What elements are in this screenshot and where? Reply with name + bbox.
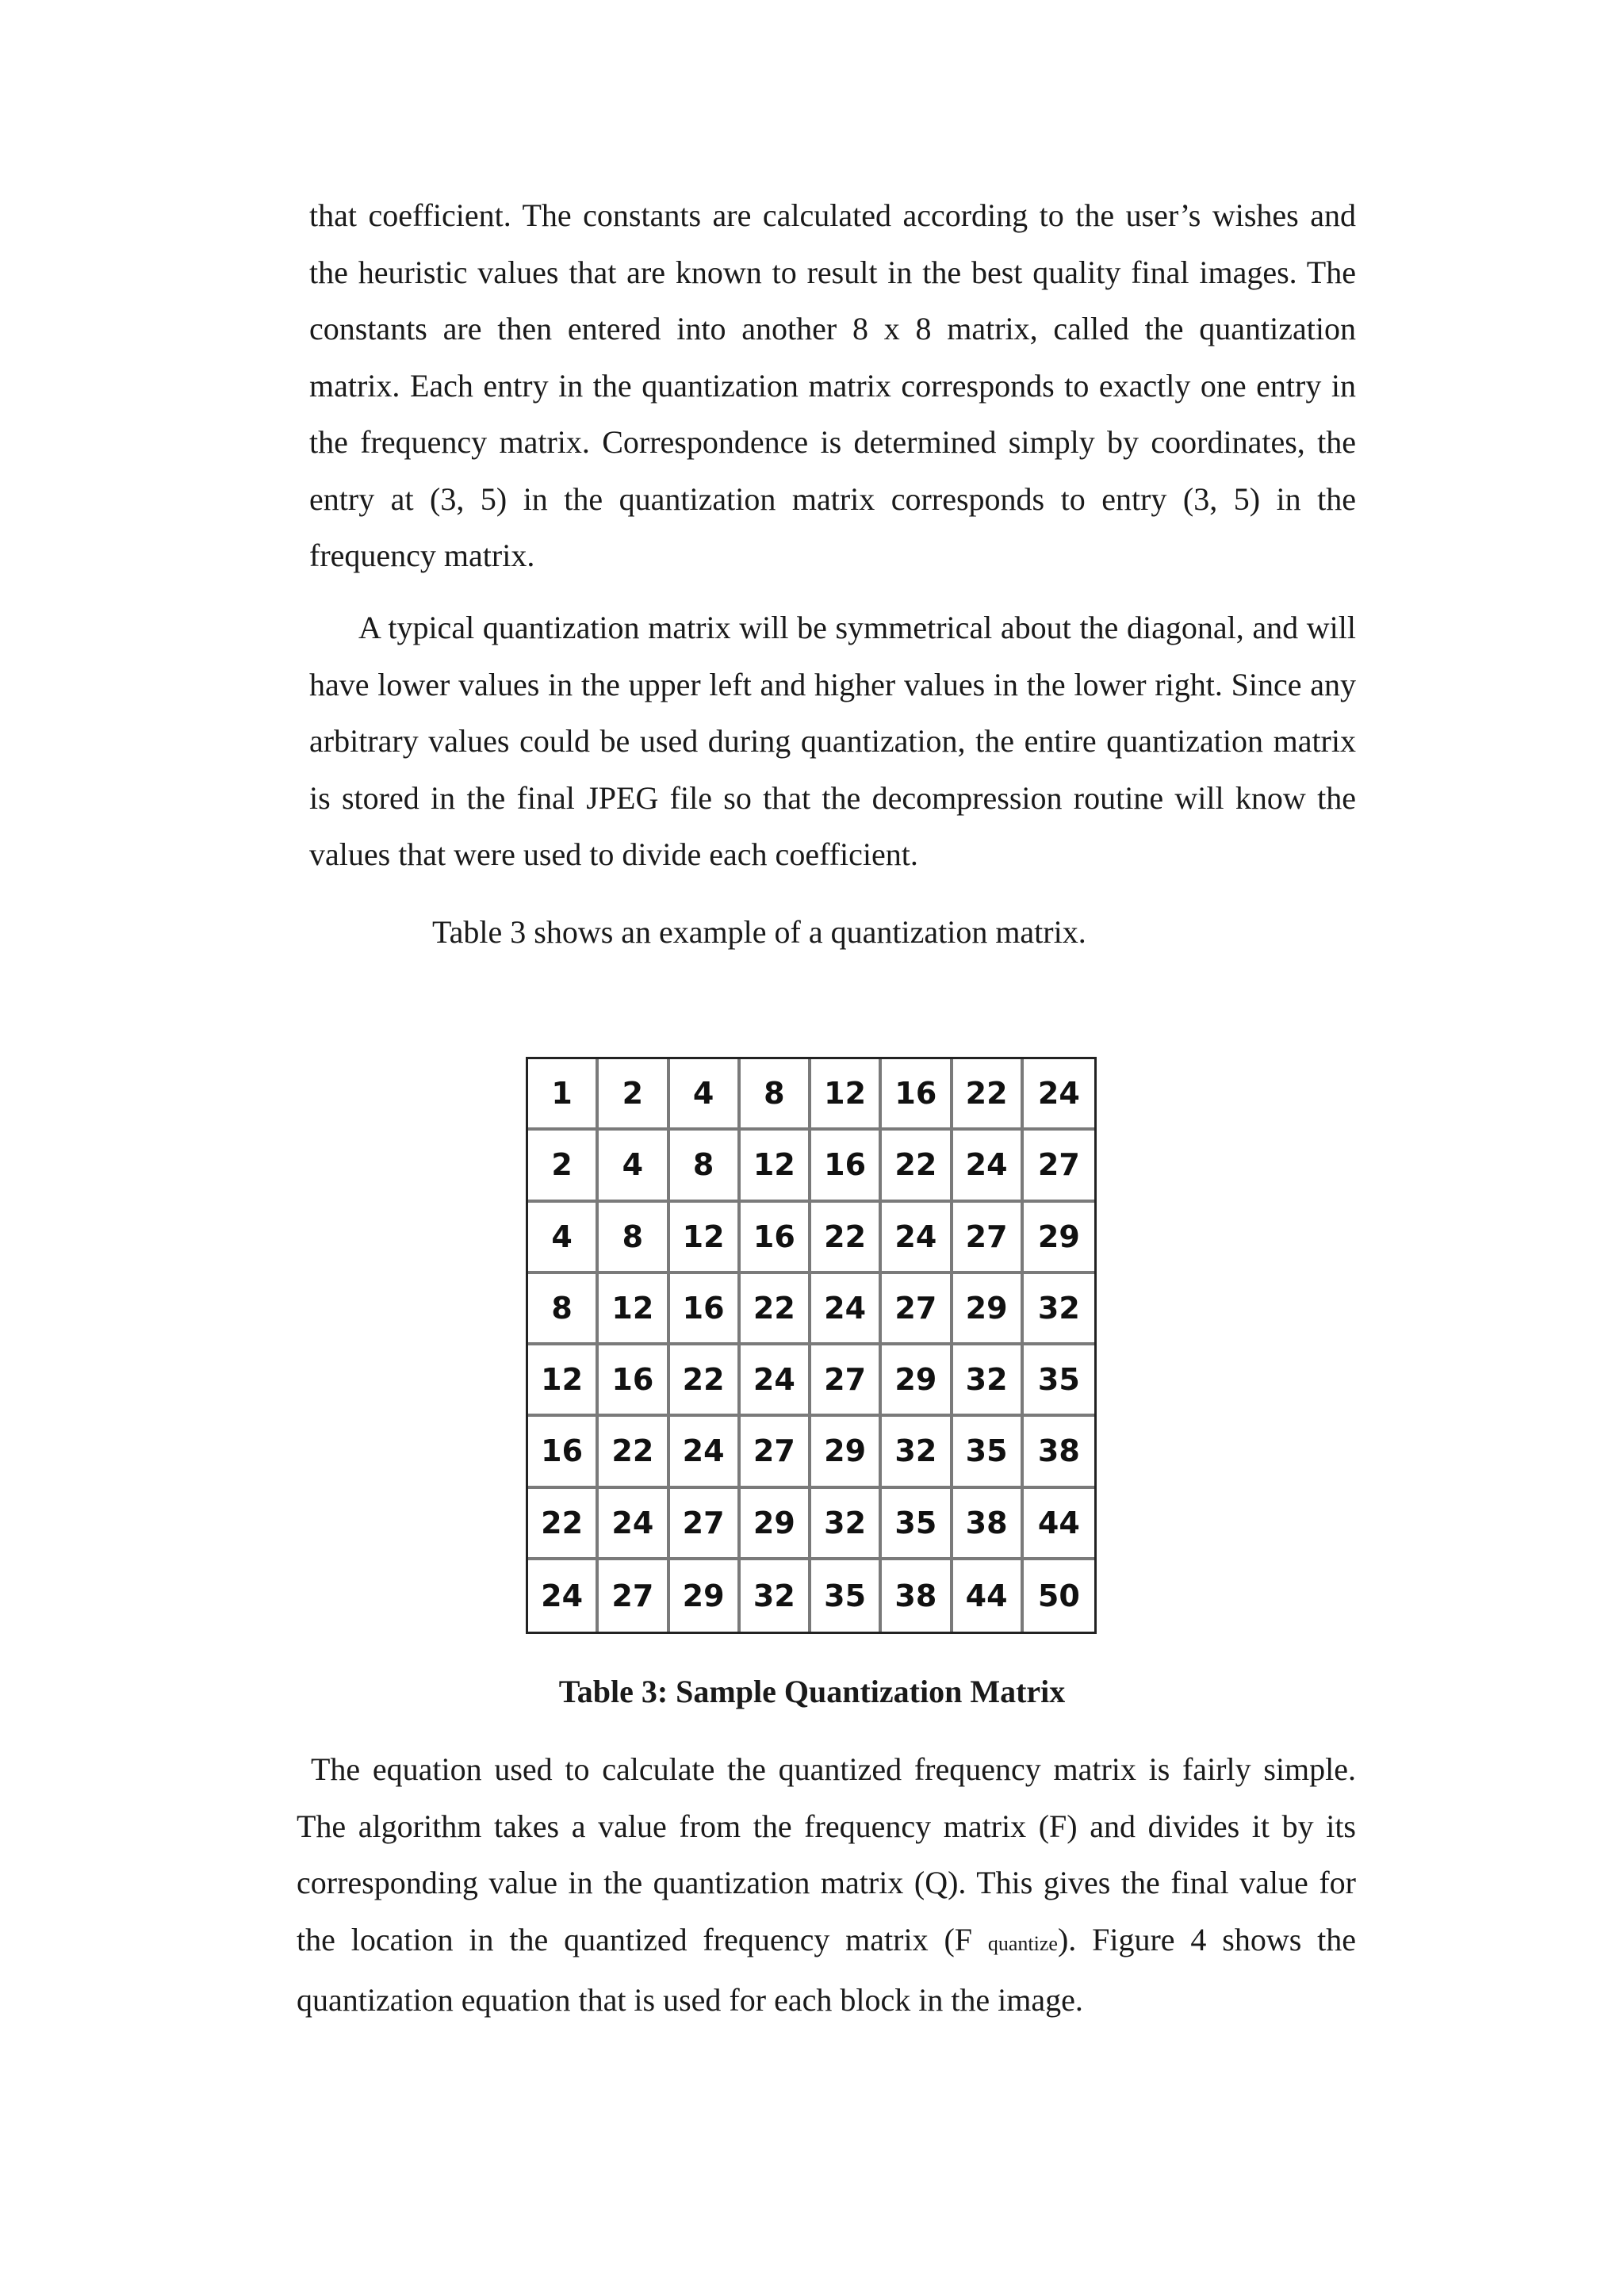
matrix-cell: 16	[882, 1059, 952, 1131]
matrix-cell: 29	[882, 1345, 952, 1417]
matrix-cell: 16	[599, 1345, 669, 1417]
matrix-cell: 27	[599, 1560, 669, 1632]
matrix-cell: 27	[670, 1489, 741, 1560]
matrix-cell: 1	[528, 1059, 599, 1131]
matrix-cell: 8	[599, 1203, 669, 1274]
matrix-cell: 38	[953, 1489, 1024, 1560]
equation-text-part1: The equation used to calculate the quantized frequency matrix is fairly simple. The algorithm takes a value from the frequency matrix (F) and divides it by its corresponding value in the quantization matrix (Q). This gives the final value for the location in the quantized frequency matrix (F	[297, 1751, 1356, 1957]
matrix-cell: 27	[811, 1345, 882, 1417]
paragraph-quantization-equation	[297, 1741, 1356, 2029]
matrix-cell: 35	[882, 1489, 952, 1560]
matrix-cell: 29	[1024, 1203, 1094, 1274]
quantization-matrix-table	[526, 1057, 1097, 1634]
matrix-cell: 29	[811, 1417, 882, 1488]
matrix-cell: 27	[882, 1274, 952, 1345]
matrix-cell: 2	[599, 1059, 669, 1131]
matrix-cell: 44	[1024, 1489, 1094, 1560]
matrix-cell: 38	[882, 1560, 952, 1632]
matrix-cell: 29	[741, 1489, 811, 1560]
matrix-cell: 8	[670, 1131, 741, 1202]
matrix-cell: 29	[670, 1560, 741, 1632]
matrix-cell: 8	[741, 1059, 811, 1131]
matrix-cell: 27	[741, 1417, 811, 1488]
matrix-cell: 16	[741, 1203, 811, 1274]
matrix-cell: 4	[599, 1131, 669, 1202]
matrix-cell: 22	[953, 1059, 1024, 1131]
matrix-cell: 4	[670, 1059, 741, 1131]
matrix-cell: 12	[599, 1274, 669, 1345]
matrix-cell: 22	[528, 1489, 599, 1560]
matrix-cell: 24	[1024, 1059, 1094, 1131]
matrix-cell: 8	[528, 1274, 599, 1345]
paragraph-typical-matrix: A typical quantization matrix will be symmetrical about the diagonal, and will have lower values in the upper left and higher values in the lower right. Since any arbitrary values could be used during quantization, the entire quantization matrix is stored in the final JPEG file so that the decompression routine will know the values that were used to divide each coefficient.	[309, 610, 1356, 872]
matrix-cell: 12	[670, 1203, 741, 1274]
matrix-cell: 16	[811, 1131, 882, 1202]
matrix-cell: 22	[882, 1131, 952, 1202]
matrix-cell: 38	[1024, 1417, 1094, 1488]
matrix-cell: 32	[741, 1560, 811, 1632]
matrix-cell: 29	[953, 1274, 1024, 1345]
matrix-cell: 12	[811, 1059, 882, 1131]
matrix-cell: 32	[1024, 1274, 1094, 1345]
matrix-cell: 24	[741, 1345, 811, 1417]
quantize-subscript: quantize	[987, 1931, 1058, 1955]
matrix-cell: 16	[670, 1274, 741, 1345]
matrix-cell: 50	[1037, 1578, 1080, 1613]
matrix-cell: 24	[953, 1131, 1024, 1202]
matrix-cell: 27	[953, 1203, 1024, 1274]
matrix-cell: 44	[953, 1560, 1024, 1632]
paragraph-table-reference: Table 3 shows an example of a quantization matrix.	[432, 914, 1086, 950]
matrix-cell: 22	[670, 1345, 741, 1417]
matrix-cell: 24	[528, 1560, 599, 1632]
equation-text-part2: ). Figure 4 shows the quantization equation that is used for each block in the image.	[297, 1921, 1356, 2018]
matrix-cell: 22	[811, 1203, 882, 1274]
matrix-cell: 24	[670, 1417, 741, 1488]
matrix-cell: 4	[528, 1203, 599, 1274]
matrix-cell: 35	[953, 1417, 1024, 1488]
matrix-cell: 27	[1024, 1131, 1094, 1202]
paragraph-quantization-constants: that coefficient. The constants are calculated according to the user’s wishes and the heuristic values that are known to result in the best quality final images. The constants are then entered into another 8 x 8 matrix, called the quantization matrix. Each entry in the quantization matrix corresponds to exactly one entry in the frequency matrix. Correspondence is determined simply by coordinates, the entry at (3, 5) in the quantization matrix corresponds to entry (3, 5) in the frequency matrix.	[309, 197, 1356, 573]
matrix-cell: 32	[811, 1489, 882, 1560]
matrix-cell: 24	[599, 1489, 669, 1560]
matrix-cell: 35	[811, 1560, 882, 1632]
matrix-cell: 12	[528, 1345, 599, 1417]
matrix-cell: 22	[741, 1274, 811, 1345]
matrix-cell: 12	[741, 1131, 811, 1202]
matrix-cell: 22	[599, 1417, 669, 1488]
matrix-cell: 35	[1024, 1345, 1094, 1417]
matrix-cell: 24	[811, 1274, 882, 1345]
table-caption: Table 3: Sample Quantization Matrix	[558, 1674, 1066, 1709]
matrix-cell: 32	[882, 1417, 952, 1488]
matrix-cell: 24	[882, 1203, 952, 1274]
matrix-cell: 32	[953, 1345, 1024, 1417]
matrix-cell: 2	[528, 1131, 599, 1202]
matrix-cell: 16	[528, 1417, 599, 1488]
